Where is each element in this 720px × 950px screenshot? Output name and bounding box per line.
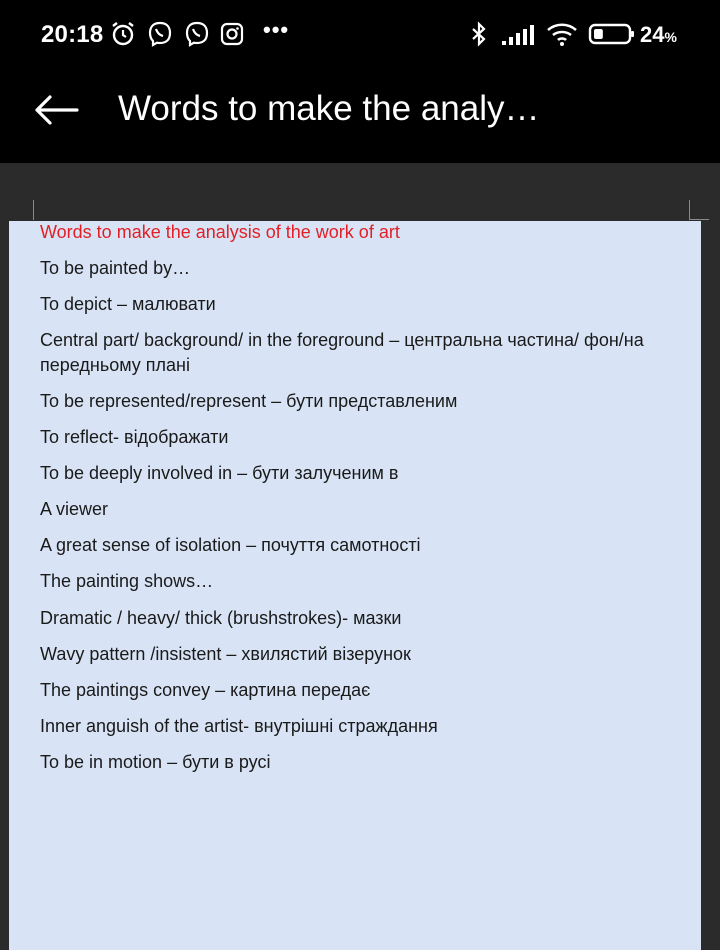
document-line: A viewer (40, 499, 109, 519)
document-line: Wavy pattern /insistent – хвилястий візерунок (40, 644, 411, 664)
bluetooth-icon (466, 20, 492, 48)
alarm-icon (110, 20, 136, 48)
crop-mark (33, 200, 34, 220)
arrow-left-icon (33, 90, 81, 130)
app-bar (0, 70, 720, 163)
status-time: 20:18 (41, 21, 104, 48)
document-heading: Words to make the analysis of the work of art (40, 222, 400, 242)
document-line: Inner anguish of the artist- внутрішні страждання (40, 716, 438, 736)
status-bar (0, 0, 720, 70)
more-notifications-dots: ••• (263, 17, 290, 42)
document-page (9, 221, 701, 950)
crop-mark (689, 200, 690, 220)
wifi-icon (545, 20, 579, 48)
document-line: Central part/ background/ in the foreground – центральна частина/ фон/на передньому плані (40, 330, 644, 375)
signal-icon (500, 20, 536, 48)
viber-icon (146, 20, 172, 48)
instagram-icon (219, 20, 245, 48)
document-line: A great sense of isolation – почуття самотності (40, 535, 421, 555)
battery-percent: 24% (640, 22, 677, 47)
document-line: To be deeply involved in – бути залученим в (40, 463, 399, 483)
document-line: The painting shows… (40, 571, 214, 591)
document-line: To be represented/represent – бути представленим (40, 391, 458, 411)
document-title: Words to make the analy… (118, 89, 540, 128)
viber-icon (183, 20, 209, 48)
document-line: To reflect- відображати (40, 427, 229, 447)
document-viewer[interactable] (0, 163, 720, 950)
document-line: The paintings convey – картина передає (40, 680, 371, 700)
back-button[interactable] (33, 90, 81, 130)
document-line: To be painted by… (40, 258, 191, 278)
document-line: To depict – малювати (40, 294, 216, 314)
battery-icon (588, 20, 636, 48)
document-line: To be in motion – бути в русі (40, 752, 271, 772)
document-line: Dramatic / heavy/ thick (brushstrokes)- мазки (40, 608, 402, 628)
